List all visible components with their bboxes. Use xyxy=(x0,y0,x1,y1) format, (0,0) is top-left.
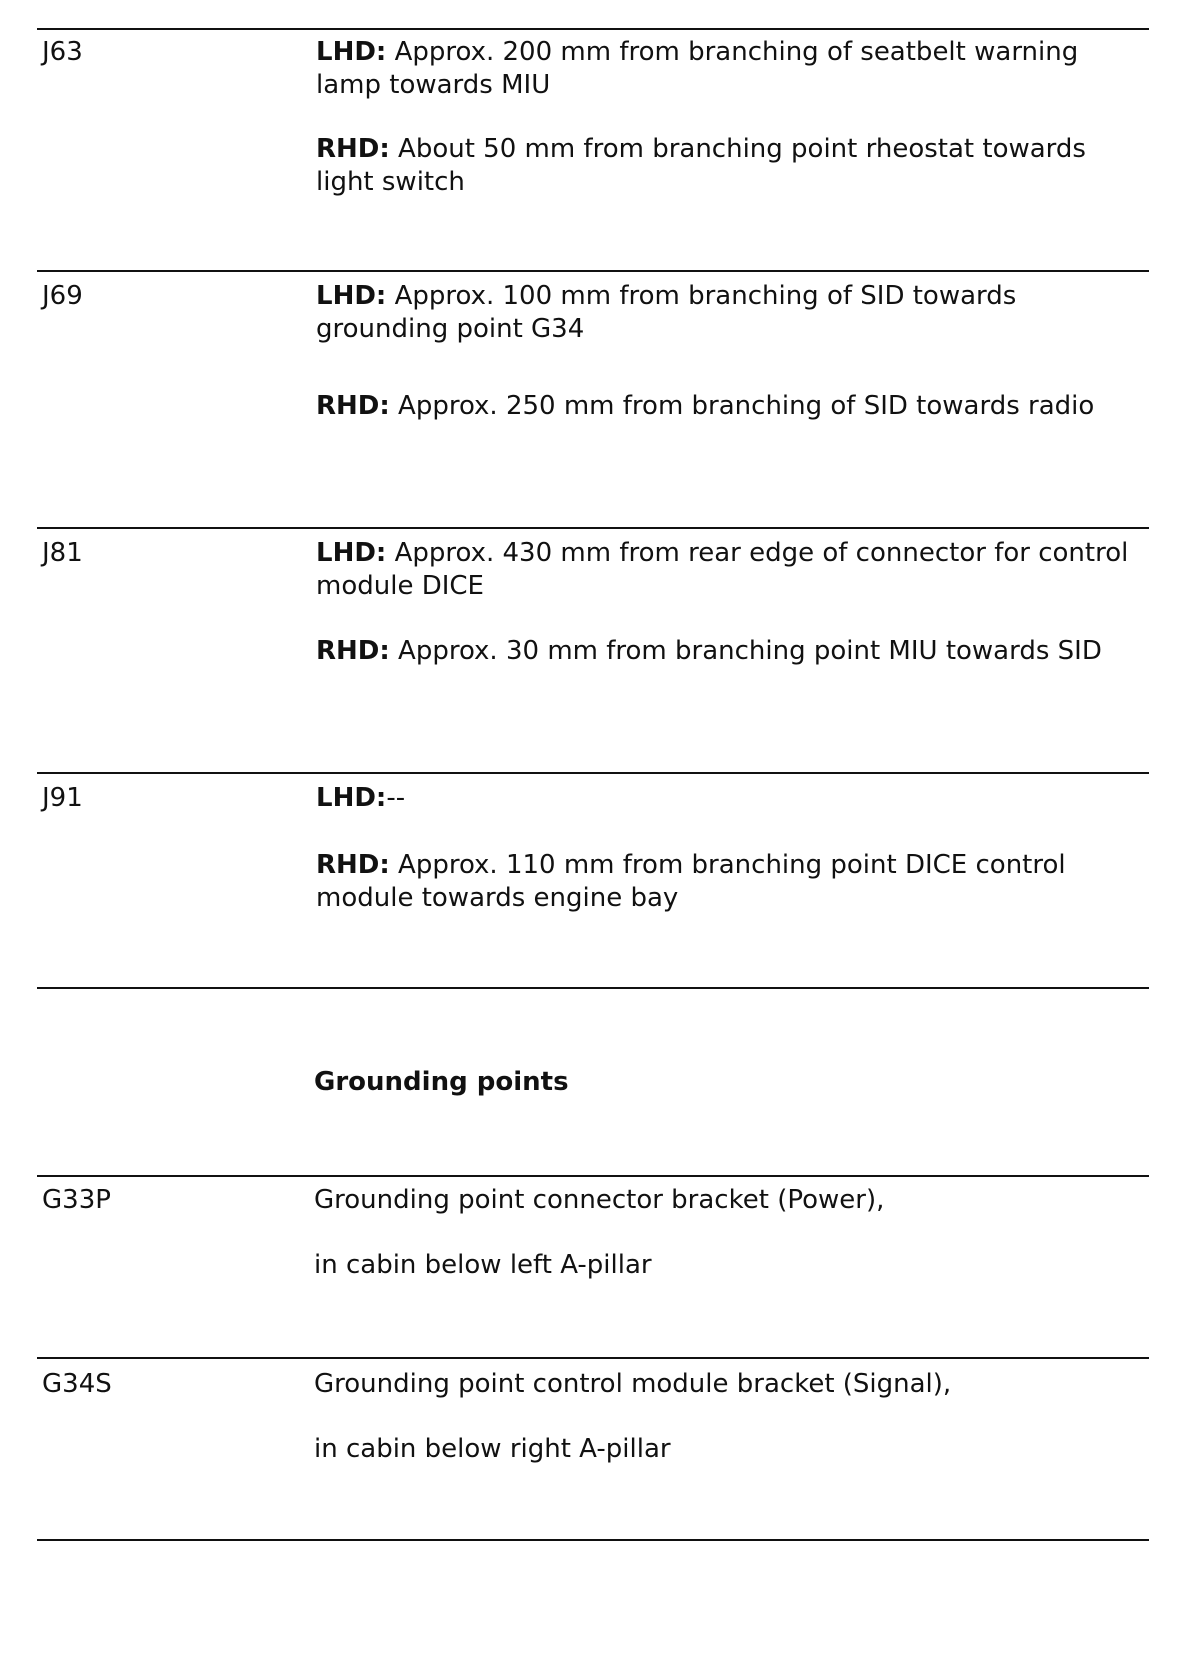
lhd-description xyxy=(316,782,1146,815)
lhd-label: LHD: xyxy=(316,281,387,311)
lhd-description xyxy=(316,280,1146,346)
rhd-label: RHD: xyxy=(316,636,390,666)
rhd-description xyxy=(316,390,1146,423)
rhd-description xyxy=(316,635,1146,668)
rhd-description xyxy=(316,849,1146,915)
grounding-description: Grounding point control module bracket (Signal), xyxy=(314,1369,952,1399)
rhd-label: RHD: xyxy=(316,391,390,421)
row-divider xyxy=(37,527,1149,529)
lhd-text: Approx. 100 mm from branching of SID towards grounding point G34 xyxy=(316,281,1017,344)
rhd-description xyxy=(316,133,1146,199)
junction-code: J63 xyxy=(42,37,83,67)
lhd-description xyxy=(316,537,1146,603)
row-divider xyxy=(37,987,1149,989)
row-divider xyxy=(37,1357,1149,1359)
lhd-text: Approx. 430 mm from rear edge of connector for control module DICE xyxy=(316,538,1129,601)
junction-code: J69 xyxy=(42,281,83,311)
lhd-text: -- xyxy=(386,783,406,813)
lhd-text: Approx. 200 mm from branching of seatbelt warning lamp towards MIU xyxy=(316,37,1079,100)
rhd-text: Approx. 110 mm from branching point DICE control module towards engine bay xyxy=(316,850,1066,913)
lhd-label: LHD: xyxy=(316,783,387,813)
grounding-location: in cabin below left A-pillar xyxy=(314,1250,652,1280)
junction-code: J91 xyxy=(42,783,83,813)
section-heading: Grounding points xyxy=(314,1067,569,1097)
row-divider xyxy=(37,28,1149,30)
row-divider xyxy=(37,1175,1149,1177)
rhd-text: Approx. 30 mm from branching point MIU towards SID xyxy=(389,636,1102,666)
row-divider xyxy=(37,270,1149,272)
grounding-code: G34S xyxy=(42,1369,112,1399)
row-divider xyxy=(37,772,1149,774)
grounding-location: in cabin below right A-pillar xyxy=(314,1434,671,1464)
row-divider xyxy=(37,1539,1149,1541)
rhd-text: Approx. 250 mm from branching of SID towards radio xyxy=(389,391,1095,421)
lhd-label: LHD: xyxy=(316,37,387,67)
lhd-label: LHD: xyxy=(316,538,387,568)
rhd-label: RHD: xyxy=(316,134,390,164)
rhd-label: RHD: xyxy=(316,850,390,880)
rhd-text: About 50 mm from branching point rheostat towards light switch xyxy=(316,134,1086,197)
lhd-description xyxy=(316,36,1146,102)
junction-code: J81 xyxy=(42,538,83,568)
grounding-description: Grounding point connector bracket (Power), xyxy=(314,1185,885,1215)
grounding-code: G33P xyxy=(42,1185,111,1215)
